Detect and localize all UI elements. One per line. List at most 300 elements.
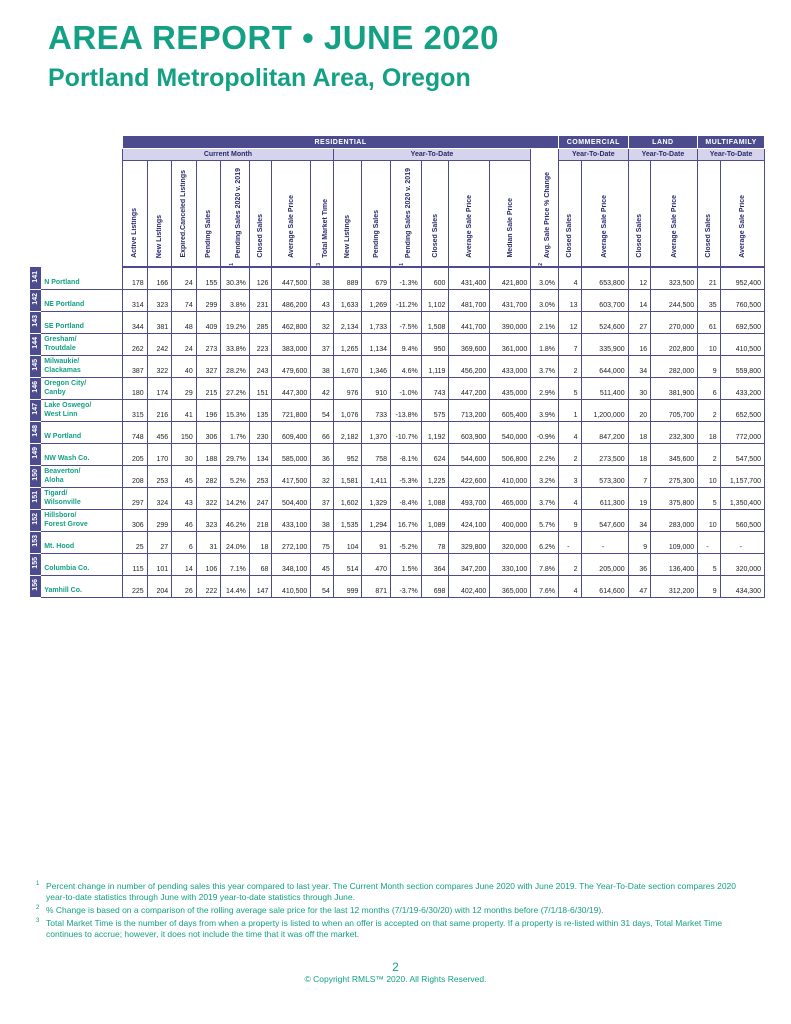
group-residential: RESIDENTIAL	[123, 136, 559, 149]
table-cell: 30.3%	[221, 267, 250, 289]
area-report-table	[30, 135, 765, 598]
column-header-label: Closed Sales	[431, 214, 439, 258]
table-cell: 19.2%	[221, 311, 250, 333]
footnote-text: Total Market Time is the number of days from when a property is listed to when an offer is accepted on that same property. If a property is re-listed within 31 days, Total Market Time continues to accrue; however, it does not include the time that it was off the market.	[46, 918, 723, 939]
table-cell: 976	[333, 377, 362, 399]
table-cell: 232,300	[651, 421, 698, 443]
table-cell: 335,900	[581, 333, 628, 355]
column-header-footnote-ref: 1	[228, 263, 235, 266]
table-cell: 409	[196, 311, 221, 333]
table-row	[31, 553, 765, 575]
area-code-label: 141	[32, 270, 40, 283]
table-cell: 743	[421, 377, 449, 399]
table-cell: 999	[333, 575, 362, 597]
table-cell: 447,300	[272, 377, 311, 399]
table-cell: 5	[698, 487, 721, 509]
table-cell: 434,300	[720, 575, 764, 597]
area-name: Yamhill Co.	[41, 575, 123, 597]
table-cell: 14	[172, 553, 197, 575]
table-cell: 1,089	[421, 509, 449, 531]
table-cell: 14.2%	[221, 487, 250, 509]
table-cell: 417,500	[272, 465, 311, 487]
table-cell: 369,600	[449, 333, 490, 355]
column-header	[581, 161, 628, 268]
table-cell: 7	[559, 333, 582, 355]
table-cell: 150	[172, 421, 197, 443]
table-cell: 1,134	[362, 333, 391, 355]
table-cell: 109,000	[651, 531, 698, 553]
table-cell: 18	[628, 443, 651, 465]
table-cell: 653,800	[581, 267, 628, 289]
table-cell: 1,329	[362, 487, 391, 509]
area-code	[31, 311, 41, 333]
table-cell: 871	[362, 575, 391, 597]
table-cell: 312,200	[651, 575, 698, 597]
table-cell: 223	[249, 333, 272, 355]
area-name: W Portland	[41, 421, 123, 443]
area-code	[31, 289, 41, 311]
area-code-label: 146	[32, 381, 40, 393]
table-cell: 35	[698, 289, 721, 311]
area-code-label: 145	[32, 359, 40, 371]
table-cell: 481,700	[449, 289, 490, 311]
table-cell: 2	[559, 355, 582, 377]
table-cell: 12	[559, 311, 582, 333]
table-row	[31, 355, 765, 377]
column-header-footnote-ref: 3	[315, 263, 322, 266]
footnote	[36, 905, 756, 916]
table-cell: 216	[147, 399, 172, 421]
table-cell: 30	[172, 443, 197, 465]
footnote-number: 1	[36, 881, 40, 887]
table-row	[31, 399, 765, 421]
table-cell: 1,508	[421, 311, 449, 333]
column-header-label: Average Sale Price	[670, 195, 678, 258]
area-code-label: 155	[32, 557, 40, 569]
table-cell: 402,400	[449, 575, 490, 597]
table-row	[31, 333, 765, 355]
table-cell: 34	[628, 355, 651, 377]
column-header-label: Active Listings	[131, 208, 139, 258]
table-row	[31, 465, 765, 487]
table-cell: 24	[172, 267, 197, 289]
table-cell: 327	[196, 355, 221, 377]
column-header-footnote-ref: 1	[399, 263, 406, 266]
table-cell: 733	[362, 399, 391, 421]
table-cell: 29.7%	[221, 443, 250, 465]
column-header-label: Average Sale Price	[601, 195, 609, 258]
area-name: Gresham/ Troutdale	[41, 333, 123, 355]
table-cell: 348,100	[272, 553, 311, 575]
table-cell: 9	[628, 531, 651, 553]
table-cell: 297	[123, 487, 148, 509]
area-name: Beaverton/ Aloha	[41, 465, 123, 487]
table-cell: 1,733	[362, 311, 391, 333]
table-cell: 15.3%	[221, 399, 250, 421]
table-cell: 27.2%	[221, 377, 250, 399]
table-cell: -13.8%	[391, 399, 422, 421]
column-header	[449, 161, 490, 268]
table-cell: 315	[123, 399, 148, 421]
area-code	[31, 575, 41, 597]
table-cell: 421,800	[490, 267, 531, 289]
table-cell: 323	[147, 289, 172, 311]
table-cell: 273	[196, 333, 221, 355]
copyright: © Copyright RMLS™ 2020. All Rights Reserved.	[304, 974, 487, 984]
area-name: NW Wash Co.	[41, 443, 123, 465]
area-code	[31, 333, 41, 355]
table-cell: 952,400	[720, 267, 764, 289]
table-cell: 400,000	[490, 509, 531, 531]
table-cell: 3.2%	[531, 465, 559, 487]
table-cell: 215	[196, 377, 221, 399]
table-cell: 54	[311, 575, 334, 597]
table-cell: 27	[147, 531, 172, 553]
subgroup-ytd-residential: Year-To-Date	[333, 149, 530, 161]
footnote	[36, 918, 756, 940]
table-row	[31, 421, 765, 443]
group-land: LAND	[628, 136, 698, 149]
table-cell: 383,000	[272, 333, 311, 355]
table-cell: 1,294	[362, 509, 391, 531]
area-name: NE Portland	[41, 289, 123, 311]
table-cell: 1,119	[421, 355, 449, 377]
table-cell: 760,500	[720, 289, 764, 311]
table-cell: 38	[311, 509, 334, 531]
table-cell: -5.2%	[391, 531, 422, 553]
table-cell: 282	[196, 465, 221, 487]
column-header-label: Pending Sales	[372, 210, 380, 258]
table-cell: 390,000	[490, 311, 531, 333]
table-cell: 889	[333, 267, 362, 289]
table-cell: 68	[249, 553, 272, 575]
table-cell: 18	[249, 531, 272, 553]
column-header-label: Average Sale Price	[287, 195, 295, 258]
table-cell: 347,200	[449, 553, 490, 575]
page-number: 2	[392, 960, 399, 974]
table-cell: 547,500	[720, 443, 764, 465]
table-cell: 48	[172, 311, 197, 333]
table-cell: 166	[147, 267, 172, 289]
table-cell: 329,800	[449, 531, 490, 553]
column-header-label: Closed Sales	[705, 214, 713, 258]
table-cell: 559,800	[720, 355, 764, 377]
table-cell: 511,400	[581, 377, 628, 399]
footnote-number: 2	[36, 905, 40, 911]
table-cell: 170	[147, 443, 172, 465]
table-cell: 78	[421, 531, 449, 553]
table-cell: 7.6%	[531, 575, 559, 597]
table-cell: 470	[362, 553, 391, 575]
table-cell: 54	[311, 399, 334, 421]
area-code	[31, 399, 41, 421]
table-cell: 2.9%	[531, 377, 559, 399]
table-cell: 1,350,400	[720, 487, 764, 509]
table-cell: 506,800	[490, 443, 531, 465]
table-cell: 1,269	[362, 289, 391, 311]
table-cell: 242	[147, 333, 172, 355]
table-cell: 692,500	[720, 311, 764, 333]
page-title: AREA REPORT • JUNE 2020	[48, 19, 499, 56]
table-cell: 361,000	[490, 333, 531, 355]
table-cell: 2	[559, 553, 582, 575]
table-cell: 16.7%	[391, 509, 422, 531]
area-code	[31, 443, 41, 465]
table-cell: 5	[698, 553, 721, 575]
table-cell: 136,400	[651, 553, 698, 575]
table-cell: 155	[196, 267, 221, 289]
table-cell: 3.7%	[531, 487, 559, 509]
table-cell: 6	[172, 531, 197, 553]
column-header	[196, 161, 221, 268]
table-cell: 12	[628, 267, 651, 289]
column-header	[421, 161, 449, 268]
table-cell: 272,100	[272, 531, 311, 553]
table-cell: 40	[172, 355, 197, 377]
column-header	[221, 161, 250, 268]
table-cell: 1,370	[362, 421, 391, 443]
table-cell: 323	[196, 509, 221, 531]
table-row	[31, 289, 765, 311]
table-cell: 74	[172, 289, 197, 311]
table-cell: 721,800	[272, 399, 311, 421]
table-cell: 218	[249, 509, 272, 531]
table-cell: 433,000	[490, 355, 531, 377]
table-cell: 10	[698, 465, 721, 487]
table-cell: 605,400	[490, 399, 531, 421]
table-cell: -3.7%	[391, 575, 422, 597]
table-row	[31, 487, 765, 509]
table-cell: 493,700	[449, 487, 490, 509]
table-cell: 7.1%	[221, 553, 250, 575]
table-cell: 14.4%	[221, 575, 250, 597]
table-cell: 847,200	[581, 421, 628, 443]
table-cell: -5.3%	[391, 465, 422, 487]
table-cell: 322	[147, 355, 172, 377]
table-cell: 3.7%	[531, 355, 559, 377]
table-cell: 5	[559, 377, 582, 399]
table-cell: 46.2%	[221, 509, 250, 531]
table-cell: 575	[421, 399, 449, 421]
column-header-label: Pending Sales 2020 v. 2019	[234, 167, 242, 258]
table-cell: 1,535	[333, 509, 362, 531]
area-code-label: 156	[32, 579, 40, 591]
table-cell: 180	[123, 377, 148, 399]
table-cell: 1.5%	[391, 553, 422, 575]
table-cell: 147	[249, 575, 272, 597]
table-cell: 447,500	[272, 267, 311, 289]
table-cell: 431,400	[449, 267, 490, 289]
table-cell: 2.1%	[531, 311, 559, 333]
page-subtitle: Portland Metropolitan Area, Oregon	[48, 64, 471, 92]
column-header-label: Pending Sales 2020 v. 2019	[405, 167, 413, 258]
table-cell: 486,200	[272, 289, 311, 311]
table-cell: 34	[628, 509, 651, 531]
area-name: Hillsboro/ Forest Grove	[41, 509, 123, 531]
table-cell: 196	[196, 399, 221, 421]
area-code	[31, 487, 41, 509]
table-cell: 1,581	[333, 465, 362, 487]
column-header	[311, 161, 334, 268]
table-cell: 25	[123, 531, 148, 553]
table-cell: 1,088	[421, 487, 449, 509]
table-cell: 410,500	[720, 333, 764, 355]
table-cell: 299	[147, 509, 172, 531]
table-cell: 560,500	[720, 509, 764, 531]
column-header-label: Closed Sales	[635, 214, 643, 258]
table-cell: 285	[249, 311, 272, 333]
table-cell: 28.2%	[221, 355, 250, 377]
area-code-label: 149	[32, 447, 40, 459]
table-cell: 306	[123, 509, 148, 531]
table-cell: 9	[698, 355, 721, 377]
table-row	[31, 267, 765, 289]
table-cell: 4	[559, 421, 582, 443]
table-cell: 4.6%	[391, 355, 422, 377]
table-row	[31, 377, 765, 399]
table-cell: 9.4%	[391, 333, 422, 355]
table-cell: 950	[421, 333, 449, 355]
table-cell: -8.1%	[391, 443, 422, 465]
table-cell: 435,000	[490, 377, 531, 399]
table-cell: 231	[249, 289, 272, 311]
table-cell: 547,600	[581, 509, 628, 531]
area-code-label: 144	[32, 337, 40, 349]
table-cell: 698	[421, 575, 449, 597]
table-cell: -11.2%	[391, 289, 422, 311]
subgroup-ytd-commercial: Year-To-Date	[559, 149, 629, 161]
table-cell: 6	[698, 377, 721, 399]
table-cell: 45	[172, 465, 197, 487]
area-name: N Portland	[41, 267, 123, 289]
subgroup-ytd-land: Year-To-Date	[628, 149, 698, 161]
table-cell: 2	[698, 399, 721, 421]
table-cell: -	[698, 531, 721, 553]
table-cell: 38	[311, 267, 334, 289]
table-cell: 225	[123, 575, 148, 597]
table-cell: 5.2%	[221, 465, 250, 487]
table-cell: 18	[628, 421, 651, 443]
table-cell: 3.0%	[531, 289, 559, 311]
table-cell: 514	[333, 553, 362, 575]
table-cell: 465,000	[490, 487, 531, 509]
table-cell: 447,200	[449, 377, 490, 399]
table-cell: 614,600	[581, 575, 628, 597]
table-cell: 2.2%	[531, 443, 559, 465]
table-cell: 66	[311, 421, 334, 443]
area-code-label: 142	[32, 293, 40, 305]
table-cell: 4	[559, 487, 582, 509]
table-cell: 2,134	[333, 311, 362, 333]
table-cell: 345,600	[651, 443, 698, 465]
table-cell: 106	[196, 553, 221, 575]
table-cell: 4	[559, 575, 582, 597]
area-name: Columbia Co.	[41, 553, 123, 575]
table-cell: 75	[311, 531, 334, 553]
column-header	[147, 161, 172, 268]
table-cell: 126	[249, 267, 272, 289]
table-cell: 748	[123, 421, 148, 443]
table-row	[31, 311, 765, 333]
footnote-text: Percent change in number of pending sales this year compared to last year. The Current Month section compares June 2020 with June 2019. The Year-To-Date section compares 2020 year-to-date statistics through June with 2019 year-to-date statistics through June.	[46, 881, 737, 902]
table-cell: 262	[123, 333, 148, 355]
column-header-footnote-ref: 2	[538, 263, 545, 266]
table-cell: 13	[559, 289, 582, 311]
table-cell: 433,100	[272, 509, 311, 531]
table-cell: 6.2%	[531, 531, 559, 553]
table-cell: 91	[362, 531, 391, 553]
table-cell: 230	[249, 421, 272, 443]
table-cell: 772,000	[720, 421, 764, 443]
table-cell: 644,000	[581, 355, 628, 377]
column-header-label: Expired.Canceled Listings	[180, 170, 188, 258]
table-cell: 41	[172, 399, 197, 421]
table-cell: 433,200	[720, 377, 764, 399]
table-cell: 504,400	[272, 487, 311, 509]
footnote-number: 3	[36, 918, 40, 924]
table-cell: -8.4%	[391, 487, 422, 509]
table-cell: 320,000	[490, 531, 531, 553]
table-cell: 324	[147, 487, 172, 509]
table-cell: 758	[362, 443, 391, 465]
table-cell: 1,633	[333, 289, 362, 311]
area-code	[31, 421, 41, 443]
table-cell: 9	[559, 509, 582, 531]
table-cell: 410,500	[272, 575, 311, 597]
table-cell: 247	[249, 487, 272, 509]
table-cell: 21	[698, 267, 721, 289]
table-cell: 134	[249, 443, 272, 465]
table-cell: 47	[628, 575, 651, 597]
area-name: SE Portland	[41, 311, 123, 333]
table-cell: 178	[123, 267, 148, 289]
area-code-label: 147	[32, 403, 40, 415]
table-cell: 540,000	[490, 421, 531, 443]
table-cell: 3.8%	[221, 289, 250, 311]
table-cell: 422,600	[449, 465, 490, 487]
table-cell: 431,700	[490, 289, 531, 311]
column-header-label: Pending Sales	[204, 210, 212, 258]
subgroup-current-month: Current Month	[123, 149, 334, 161]
group-commercial: COMMERCIAL	[559, 136, 629, 149]
column-header	[698, 161, 721, 268]
table-cell: -0.9%	[531, 421, 559, 443]
column-header-label: Total Market Time	[321, 199, 329, 258]
area-code-label: 143	[32, 315, 40, 327]
table-cell: 10	[698, 333, 721, 355]
table-cell: 253	[147, 465, 172, 487]
table-cell: 43	[172, 487, 197, 509]
table-cell: 243	[249, 355, 272, 377]
table-cell: 45	[311, 553, 334, 575]
column-header	[272, 161, 311, 268]
column-header	[391, 161, 422, 268]
table-cell: 135	[249, 399, 272, 421]
table-cell: 19	[628, 487, 651, 509]
area-name: Lake Oswego/ West Linn	[41, 399, 123, 421]
column-header-label: Closed Sales	[257, 214, 265, 258]
area-code-label: 150	[32, 469, 40, 481]
table-cell: 104	[333, 531, 362, 553]
table-cell: 1,265	[333, 333, 362, 355]
area-code-label: 151	[32, 491, 40, 503]
table-cell: 32	[311, 311, 334, 333]
table-cell: 282,000	[651, 355, 698, 377]
table-cell: 1,200,000	[581, 399, 628, 421]
area-code	[31, 465, 41, 487]
table-cell: 24	[172, 333, 197, 355]
column-header	[559, 161, 582, 268]
